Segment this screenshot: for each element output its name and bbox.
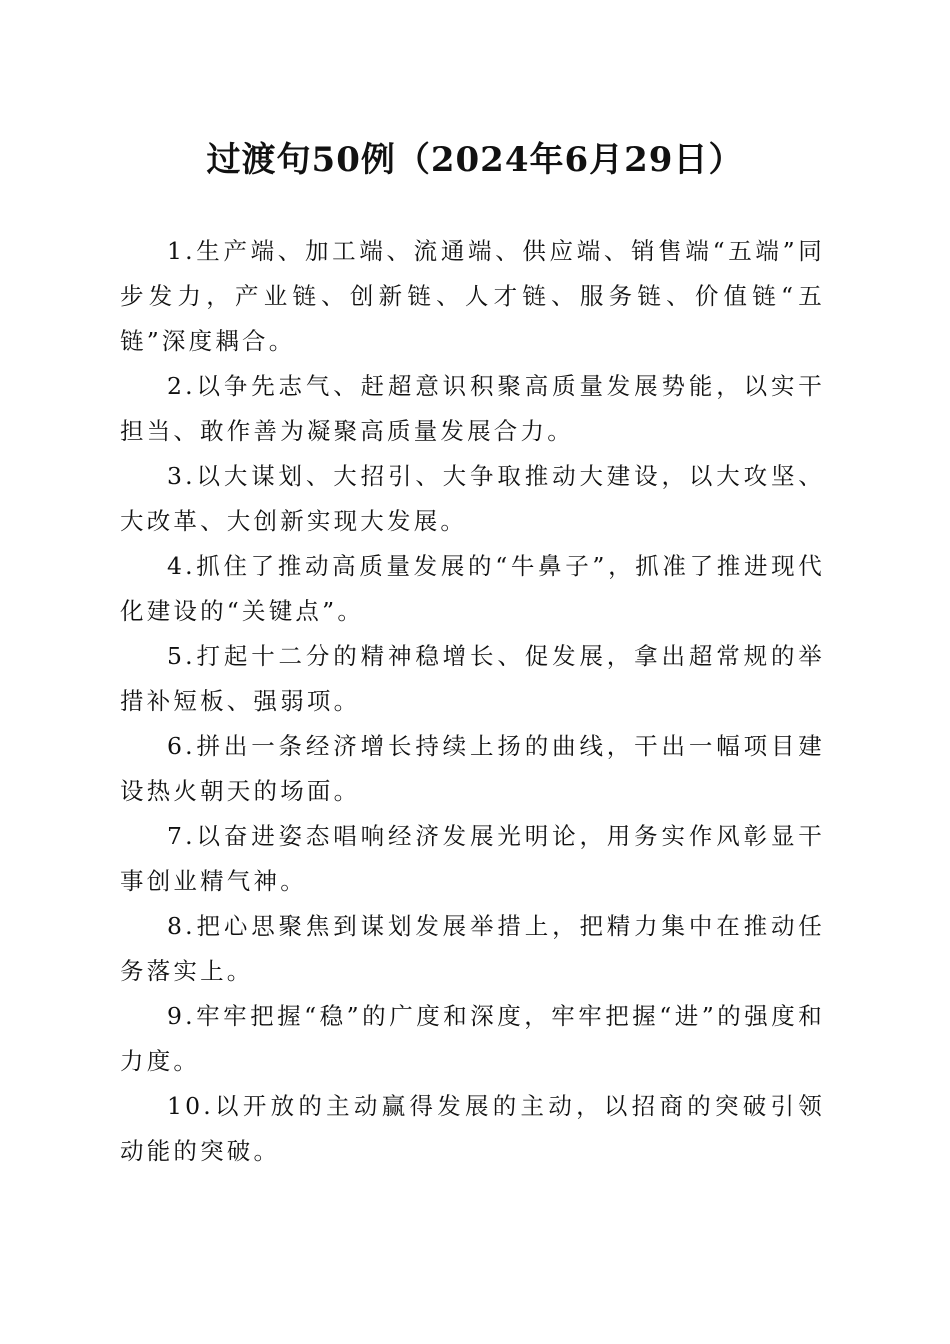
paragraph-5: 5.打起十二分的精神稳增长、促发展，拿出超常规的举措补短板、强弱项。: [120, 642, 825, 715]
paragraph-3: 3.以大谋划、大招引、大争取推动大建设，以大攻坚、大改革、大创新实现大发展。: [120, 462, 825, 535]
paragraph-7: 7.以奋进姿态唱响经济发展光明论，用务实作风彰显干事创业精气神。: [120, 822, 825, 895]
paragraph-6: 6.拼出一条经济增长持续上扬的曲线，干出一幅项目建设热火朝天的场面。: [120, 732, 825, 805]
paragraph-10: 10.以开放的主动赢得发展的主动，以招商的突破引领动能的突破。: [120, 1092, 825, 1165]
document-body: [120, 229, 825, 1174]
paragraph-1: 1.生产端、加工端、流通端、供应端、销售端“五端”同步发力，产业链、创新链、人才链、服务链、价值链“五链”深度耦合。: [120, 237, 825, 355]
paragraph-2: 2.以争先志气、赶超意识积聚高质量发展势能，以实干担当、敢作善为凝聚高质量发展合力。: [120, 372, 825, 445]
paragraph-9: 9.牢牢把握“稳”的广度和深度，牢牢把握“进”的强度和力度。: [120, 1002, 825, 1075]
paragraph-8: 8.把心思聚焦到谋划发展举措上，把精力集中在推动任务落实上。: [120, 912, 825, 985]
page-title: 过渡句50例（2024年6月29日）: [206, 140, 744, 180]
paragraph-4: 4.抓住了推动高质量发展的“牛鼻子”，抓准了推进现代化建设的“关键点”。: [120, 552, 825, 625]
